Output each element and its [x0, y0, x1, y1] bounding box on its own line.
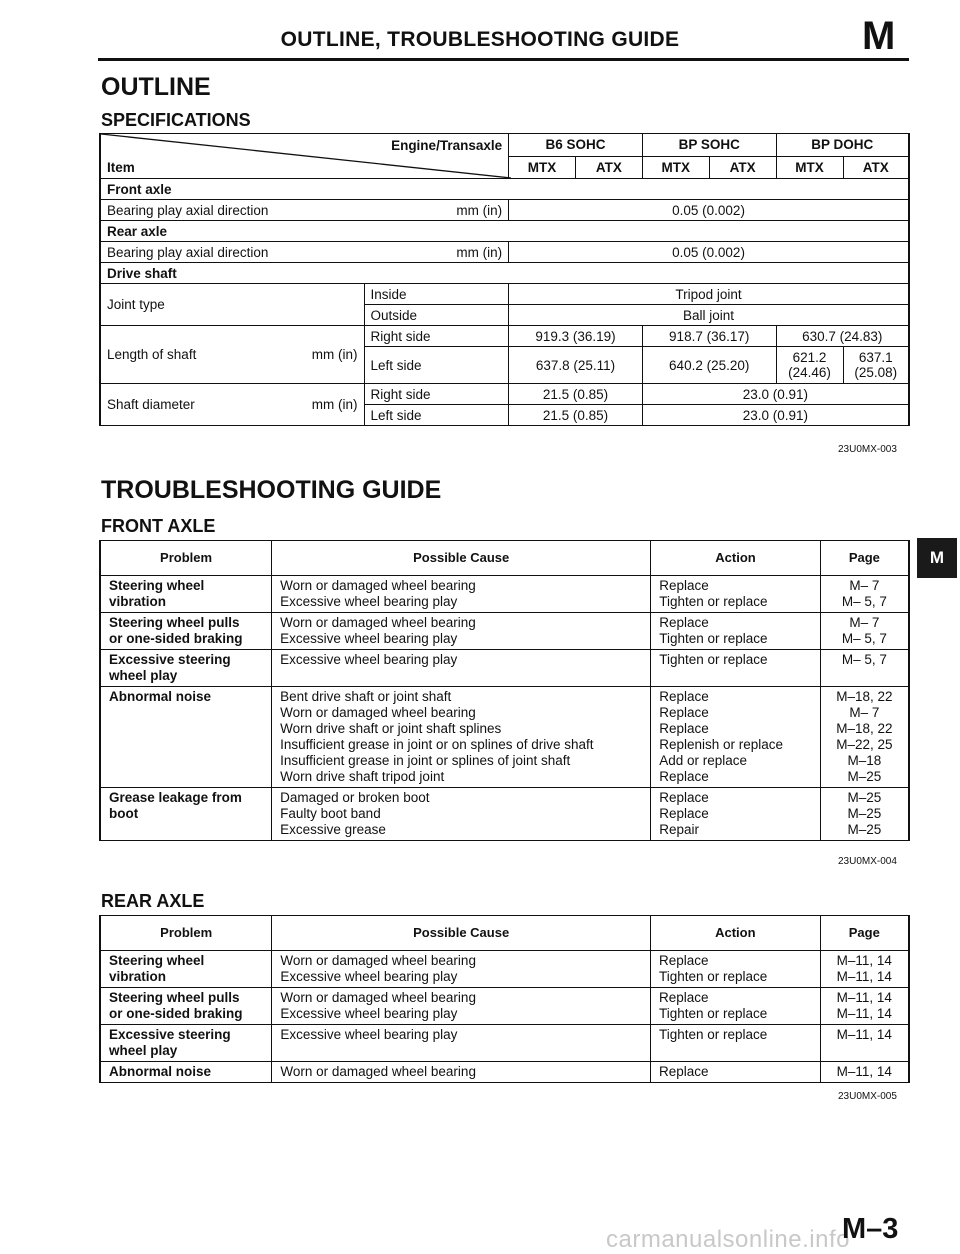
value-line: (24.46)	[788, 365, 831, 380]
rear-bearing-item	[100, 242, 509, 263]
cell-line: Add or replace	[659, 753, 748, 768]
table-row	[100, 613, 909, 650]
table-row	[100, 951, 909, 988]
engine-transaxle-label: Engine/Transaxle	[391, 138, 503, 153]
page-cell	[820, 788, 909, 841]
length-left-bp-dohc-mtx	[776, 347, 843, 384]
cell-line: M– 5, 7	[841, 631, 887, 646]
corner-cell	[100, 134, 509, 179]
outside-value: Ball joint	[509, 305, 909, 326]
item-text: Bearing play axial direction	[107, 244, 269, 260]
cell-line: M–18, 22	[836, 689, 893, 704]
item-text: Length of shaft	[107, 347, 197, 362]
transaxle-header: ATX	[709, 156, 776, 179]
left-side-label: Left side	[364, 347, 509, 384]
cell-line: Excessive wheel bearing play	[280, 969, 458, 984]
table-row	[100, 576, 909, 613]
cell-line: Tighten or replace	[659, 594, 768, 609]
problem-cell	[100, 1062, 272, 1083]
cell-line: Replace	[658, 953, 709, 968]
problem-cell	[100, 1025, 272, 1062]
cell-line: vibration	[109, 969, 167, 984]
figure-id: 23U0MX-004	[838, 856, 897, 867]
cell-line: Abnormal noise	[109, 1064, 212, 1079]
column-header-page: Page	[820, 541, 909, 576]
cell-line: M–11, 14	[836, 953, 892, 968]
group-drive-shaft: Drive shaft	[100, 263, 909, 284]
cell-line: M–11, 14	[836, 1064, 892, 1079]
cell-line: M–11, 14	[836, 990, 892, 1005]
cell-line: Worn drive shaft tripod joint	[280, 769, 445, 784]
inside-label: Inside	[364, 284, 509, 305]
cell-line: vibration	[109, 594, 167, 609]
cell-line: Damaged or broken boot	[280, 790, 430, 805]
transaxle-header: ATX	[843, 156, 909, 179]
length-left-bp-sohc: 640.2 (25.20)	[642, 347, 776, 384]
figure-id: 23U0MX-003	[838, 444, 897, 455]
engine-header-b6-sohc: B6 SOHC	[509, 134, 643, 157]
outside-label: Outside	[364, 305, 509, 326]
cell-line: boot	[109, 806, 139, 821]
length-right-bp-dohc: 630.7 (24.83)	[776, 326, 909, 347]
cell-line: Worn or damaged wheel bearing	[280, 953, 476, 968]
joint-type-item: Joint type	[100, 284, 364, 326]
length-right-bp-sohc: 918.7 (36.17)	[642, 326, 776, 347]
inside-value: Tripod joint	[509, 284, 909, 305]
item-text: Shaft diameter	[107, 397, 195, 412]
shaft-length-item	[100, 326, 364, 384]
front-axle-heading: FRONT AXLE	[101, 516, 216, 536]
cell-line: M–18, 22	[836, 721, 893, 736]
cell-line: M–22, 25	[836, 737, 893, 752]
cell-line: Excessive wheel bearing play	[280, 1006, 458, 1021]
possible-cause-cell	[272, 1062, 651, 1083]
cell-line: Tighten or replace	[658, 1006, 768, 1021]
page-cell	[820, 650, 909, 687]
table-row	[100, 788, 909, 841]
page-cell	[820, 613, 909, 650]
column-header-possible-cause: Possible Cause	[272, 916, 651, 951]
unit-text: mm (in)	[456, 244, 503, 260]
action-cell	[651, 687, 820, 788]
watermark: carmanualsonline.info	[606, 1226, 850, 1253]
cell-line: Abnormal noise	[109, 689, 212, 704]
cell-line: Replace	[659, 615, 709, 630]
section-letter: M	[862, 14, 896, 58]
cell-line: Replace	[659, 790, 709, 805]
cell-line: Faulty boot band	[280, 806, 381, 821]
value-line: (25.08)	[854, 365, 898, 380]
diameter-right-bp: 23.0 (0.91)	[642, 384, 909, 405]
cell-line: Replace	[659, 769, 709, 784]
cell-line: Steering wheel pulls	[109, 990, 240, 1005]
cell-line: Worn drive shaft or joint shaft splines	[280, 721, 502, 736]
cell-line: Worn or damaged wheel bearing	[280, 705, 476, 720]
rear-axle-table	[99, 915, 910, 1083]
right-side-label: Right side	[364, 326, 509, 347]
cell-line: Excessive wheel bearing play	[280, 594, 458, 609]
possible-cause-cell	[272, 988, 651, 1025]
table-row	[100, 687, 909, 788]
cell-line: M–11, 14	[836, 1027, 892, 1042]
unit-text: mm (in)	[311, 347, 358, 362]
cell-line: Tighten or replace	[659, 631, 768, 646]
page-header-title: OUTLINE, TROUBLESHOOTING GUIDE	[280, 28, 680, 51]
cell-line: M– 7	[849, 615, 880, 630]
action-cell	[651, 576, 820, 613]
cell-line: M–25	[847, 822, 882, 837]
cell-line: Worn or damaged wheel bearing	[280, 990, 476, 1005]
possible-cause-cell	[272, 951, 651, 988]
possible-cause-cell	[272, 650, 651, 687]
problem-cell	[100, 687, 272, 788]
cell-line: M–11, 14	[836, 969, 892, 984]
cell-line: Replace	[659, 689, 709, 704]
cell-line: wheel play	[109, 668, 178, 683]
transaxle-header: ATX	[575, 156, 642, 179]
cell-line: Worn or damaged wheel bearing	[280, 578, 476, 593]
front-bearing-value: 0.05 (0.002)	[509, 200, 909, 221]
action-cell	[650, 951, 820, 988]
cell-line: or one-sided braking	[109, 631, 243, 646]
page-cell	[820, 1025, 909, 1062]
cell-line: M– 5, 7	[841, 594, 887, 609]
possible-cause-cell	[272, 788, 651, 841]
column-header-problem: Problem	[100, 916, 272, 951]
column-header-possible-cause: Possible Cause	[272, 541, 651, 576]
cell-line: M–18	[847, 753, 882, 768]
cell-line: Replace	[658, 990, 709, 1005]
table-row	[100, 650, 909, 687]
right-side-label: Right side	[364, 384, 509, 405]
troubleshooting-heading: TROUBLESHOOTING GUIDE	[101, 476, 442, 504]
page-cell	[820, 687, 909, 788]
cell-line: or one-sided braking	[109, 1006, 243, 1021]
cell-line: Repair	[659, 822, 700, 837]
item-text: Bearing play axial direction	[107, 202, 269, 218]
cell-line: Excessive wheel bearing play	[280, 631, 458, 646]
cell-line: Tighten or replace	[658, 1027, 768, 1042]
cell-line: Replace	[659, 578, 709, 593]
column-header-page: Page	[820, 916, 909, 951]
action-cell	[651, 650, 820, 687]
value-line: 621.2	[792, 350, 827, 365]
cell-line: Replace	[659, 721, 709, 736]
left-side-label: Left side	[364, 405, 509, 426]
cell-line: Grease leakage from	[109, 790, 242, 805]
figure-id: 23U0MX-005	[838, 1091, 897, 1102]
action-cell	[650, 988, 820, 1025]
cell-line: Worn or damaged wheel bearing	[280, 615, 476, 630]
cell-line: wheel play	[109, 1043, 178, 1058]
shaft-diameter-item	[100, 384, 364, 426]
problem-cell	[100, 951, 272, 988]
cell-line: Steering wheel pulls	[109, 615, 240, 630]
cell-line: Steering wheel	[109, 953, 205, 968]
cell-line: Insufficient grease in joint or splines of joint shaft	[280, 753, 571, 768]
value-line: 637.1	[858, 350, 893, 365]
problem-cell	[100, 613, 272, 650]
transaxle-header: MTX	[642, 156, 709, 179]
transaxle-header: MTX	[509, 156, 576, 179]
page-cell	[820, 951, 909, 988]
action-cell	[650, 1062, 820, 1083]
possible-cause-cell	[272, 687, 651, 788]
cell-line: M–25	[847, 806, 882, 821]
cell-line: Excessive grease	[280, 822, 386, 837]
table-row	[100, 1062, 909, 1083]
rear-axle-heading: REAR AXLE	[101, 891, 205, 911]
unit-text: mm (in)	[456, 202, 503, 218]
action-cell	[651, 788, 820, 841]
cell-line: Insufficient grease in joint or on splines of drive shaft	[280, 737, 594, 752]
cell-line: Excessive wheel bearing play	[280, 652, 458, 667]
transaxle-header: MTX	[776, 156, 843, 179]
action-cell	[651, 613, 820, 650]
cell-line: Steering wheel	[109, 578, 205, 593]
rear-bearing-value: 0.05 (0.002)	[509, 242, 909, 263]
table-row	[100, 1025, 909, 1062]
column-header-action: Action	[650, 916, 820, 951]
cell-line: Tighten or replace	[659, 652, 768, 667]
cell-line: M–25	[847, 769, 882, 784]
specifications-heading: SPECIFICATIONS	[101, 110, 251, 130]
possible-cause-cell	[272, 576, 651, 613]
cell-line: M–11, 14	[836, 1006, 892, 1021]
engine-header-bp-dohc: BP DOHC	[776, 134, 909, 157]
unit-text: mm (in)	[311, 397, 358, 412]
action-cell	[650, 1025, 820, 1062]
specifications-table	[99, 133, 910, 426]
page-number: M–3	[842, 1213, 899, 1245]
page-cell	[820, 988, 909, 1025]
cell-line: Bent drive shaft or joint shaft	[280, 689, 452, 704]
header-rule	[98, 58, 909, 61]
group-front-axle: Front axle	[100, 179, 909, 200]
cell-line: M– 5, 7	[841, 652, 887, 667]
cell-line: Replace	[659, 705, 709, 720]
cell-line: Replace	[658, 1064, 709, 1079]
length-left-bp-dohc-atx	[843, 347, 909, 384]
item-label: Item	[107, 160, 135, 175]
cell-line: Tighten or replace	[658, 969, 768, 984]
page-cell	[820, 1062, 909, 1083]
problem-cell	[100, 988, 272, 1025]
cell-line: M–25	[847, 790, 882, 805]
cell-line: Replenish or replace	[659, 737, 784, 752]
group-rear-axle: Rear axle	[100, 221, 909, 242]
section-tab: M	[917, 538, 957, 578]
possible-cause-cell	[272, 1025, 651, 1062]
table-row	[100, 988, 909, 1025]
possible-cause-cell	[272, 613, 651, 650]
length-left-b6: 637.8 (25.11)	[509, 347, 643, 384]
outline-heading: OUTLINE	[101, 73, 211, 101]
cell-line: M– 7	[849, 578, 880, 593]
cell-line: Excessive wheel bearing play	[280, 1027, 458, 1042]
engine-header-bp-sohc: BP SOHC	[642, 134, 776, 157]
page-cell	[820, 576, 909, 613]
cell-line: Worn or damaged wheel bearing	[280, 1064, 476, 1079]
cell-line: M– 7	[849, 705, 880, 720]
diameter-right-b6: 21.5 (0.85)	[509, 384, 643, 405]
front-bearing-item	[100, 200, 509, 221]
diameter-left-bp: 23.0 (0.91)	[642, 405, 909, 426]
cell-line: Excessive steering	[109, 652, 231, 667]
cell-line: Excessive steering	[109, 1027, 231, 1042]
front-axle-table	[99, 540, 910, 841]
problem-cell	[100, 650, 272, 687]
problem-cell	[100, 788, 272, 841]
diameter-left-b6: 21.5 (0.85)	[509, 405, 643, 426]
length-right-b6: 919.3 (36.19)	[509, 326, 643, 347]
problem-cell	[100, 576, 272, 613]
column-header-problem: Problem	[100, 541, 272, 576]
column-header-action: Action	[651, 541, 820, 576]
cell-line: Replace	[659, 806, 709, 821]
